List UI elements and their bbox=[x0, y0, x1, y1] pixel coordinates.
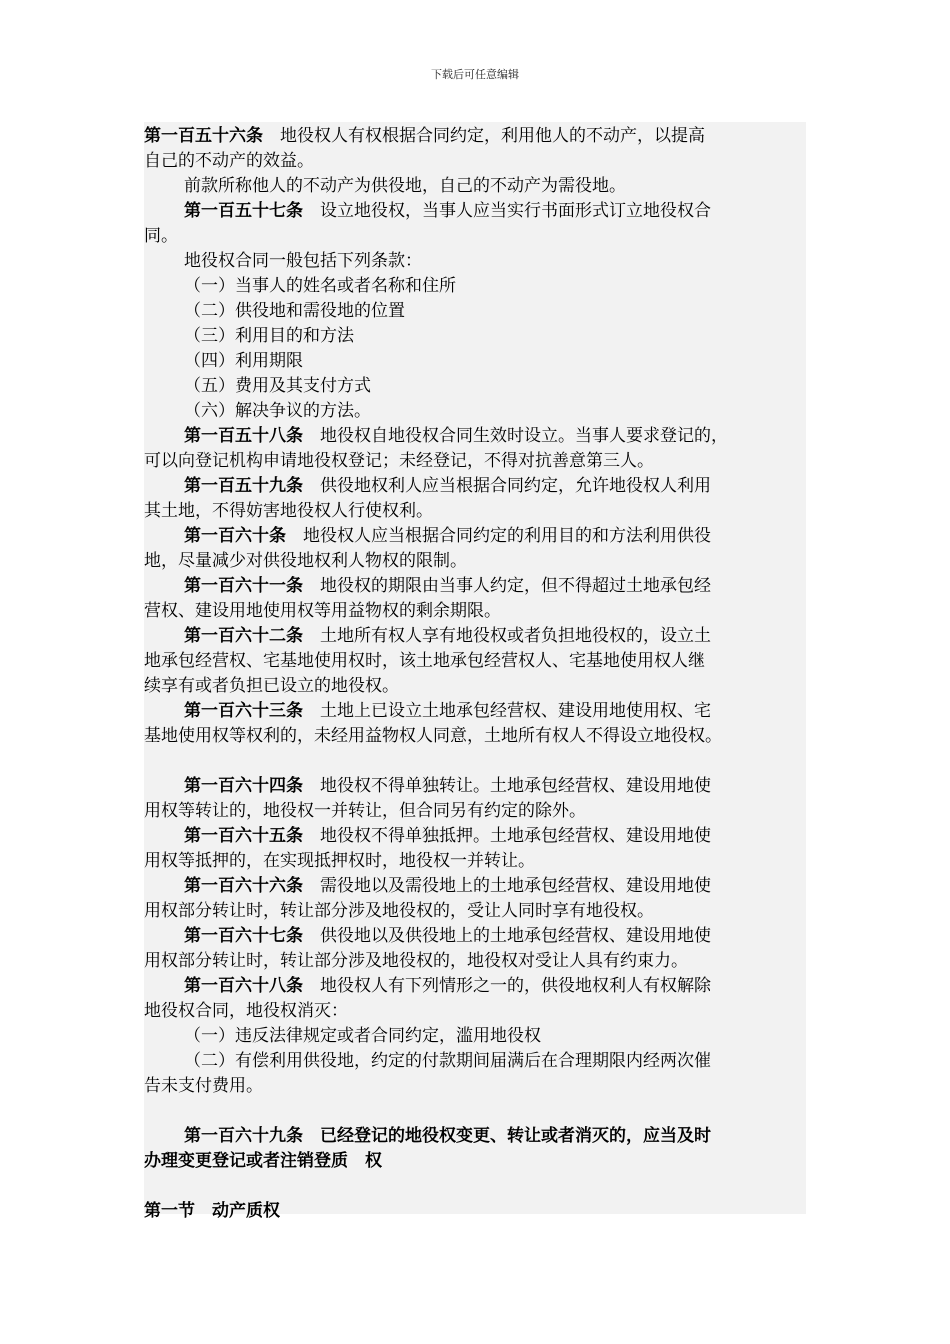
line-text: 同。 bbox=[144, 226, 178, 246]
article-line bbox=[184, 474, 711, 499]
line-text: 用权部分转让时，转让部分涉及地役权的，受让人同时享有地役权。 bbox=[144, 901, 654, 921]
text-line bbox=[184, 399, 371, 424]
text-line bbox=[184, 274, 456, 299]
article-line bbox=[184, 874, 711, 899]
line-text: 第一节 动产质权 bbox=[144, 1201, 280, 1221]
article-number: 第一百六十六条 bbox=[184, 876, 303, 896]
line-text: 土地所有权人享有地役权或者负担地役权的，设立土 bbox=[303, 626, 711, 646]
text-line bbox=[184, 1024, 541, 1049]
article-line bbox=[184, 199, 711, 224]
line-text: 地役权人有下列情形之一的，供役地权利人有权解除 bbox=[303, 976, 711, 996]
line-text: 营权、建设用地使用权等用益物权的剩余期限。 bbox=[144, 601, 501, 621]
line-text: 地役权自地役权合同生效时设立。当事人要求登记的， bbox=[303, 426, 728, 446]
article-number: 第一百六十四条 bbox=[184, 776, 303, 796]
text-line bbox=[144, 549, 467, 574]
line-text: 土地上已设立土地承包经营权、建设用地使用权、宅 bbox=[303, 701, 711, 721]
line-text: 第一百六十九条 已经登记的地役权变更、转让或者消灭的，应当及时 bbox=[184, 1126, 711, 1146]
article-number: 第一百五十六条 bbox=[144, 126, 263, 146]
article-number: 第一百五十八条 bbox=[184, 426, 303, 446]
text-line bbox=[144, 599, 501, 624]
article-number: 第一百六十七条 bbox=[184, 926, 303, 946]
text-line bbox=[144, 224, 178, 249]
document-body bbox=[144, 122, 806, 1221]
line-text: 地役权合同，地役权消灭： bbox=[144, 1001, 348, 1021]
text-line bbox=[184, 1124, 711, 1149]
text-line bbox=[144, 1074, 263, 1099]
article-number: 第一百六十一条 bbox=[184, 576, 303, 596]
line-text: （三）利用目的和方法 bbox=[184, 326, 354, 346]
text-line bbox=[144, 799, 586, 824]
line-text: 自己的不动产的效益。 bbox=[144, 151, 314, 171]
article-line bbox=[184, 574, 711, 599]
line-text: （四）利用期限 bbox=[184, 351, 303, 371]
line-text: 用权等抵押的，在实现抵押权时，地役权一并转让。 bbox=[144, 851, 535, 871]
text-line bbox=[184, 349, 303, 374]
line-text: （一）违反法律规定或者合同约定，滥用地役权 bbox=[184, 1026, 541, 1046]
article-line bbox=[184, 699, 711, 724]
text-line bbox=[144, 849, 535, 874]
page-header: 下载后可任意编辑 bbox=[431, 68, 519, 81]
text-line bbox=[184, 174, 626, 199]
line-text: 供役地权利人应当根据合同约定，允许地役权人利用 bbox=[303, 476, 711, 496]
text-line bbox=[184, 249, 422, 274]
line-text: （二）有偿利用供役地，约定的付款期间届满后在合理期限内经两次催 bbox=[184, 1051, 711, 1071]
text-line bbox=[184, 324, 354, 349]
line-text: 地，尽量减少对供役地权利人物权的限制。 bbox=[144, 551, 467, 571]
line-text: 告未支付费用。 bbox=[144, 1076, 263, 1096]
line-text: （一）当事人的姓名或者名称和住所 bbox=[184, 276, 456, 296]
article-line bbox=[184, 774, 711, 799]
article-number: 第一百六十五条 bbox=[184, 826, 303, 846]
article-number: 第一百六十二条 bbox=[184, 626, 303, 646]
text-line bbox=[184, 1049, 711, 1074]
article-line bbox=[184, 524, 711, 549]
line-text: 需役地以及需役地上的土地承包经营权、建设用地使 bbox=[303, 876, 711, 896]
article-line bbox=[184, 924, 711, 949]
text-line bbox=[144, 499, 433, 524]
line-text: 地承包经营权、宅基地使用权时，该土地承包经营权人、宅基地使用权人继 bbox=[144, 651, 705, 671]
line-text: （六）解决争议的方法。 bbox=[184, 401, 371, 421]
article-line bbox=[184, 824, 711, 849]
line-text: 基地使用权等权利的，未经用益物权人同意，土地所有权人不得设立地役权。 bbox=[144, 726, 722, 746]
line-text: 可以向登记机构申请地役权登记；未经登记，不得对抗善意第三人。 bbox=[144, 451, 654, 471]
text-line bbox=[144, 449, 654, 474]
text-line bbox=[144, 949, 688, 974]
line-text: 地役权不得单独转让。土地承包经营权、建设用地使 bbox=[303, 776, 711, 796]
article-line bbox=[184, 974, 711, 999]
line-text: 办理变更登记或者注销登质 权 bbox=[144, 1151, 382, 1171]
line-text: 其土地，不得妨害地役权人行使权利。 bbox=[144, 501, 433, 521]
article-number: 第一百五十九条 bbox=[184, 476, 303, 496]
line-text: 地役权人应当根据合同约定的利用目的和方法利用供役 bbox=[286, 526, 711, 546]
text-line bbox=[144, 1199, 280, 1224]
text-line bbox=[144, 1149, 382, 1174]
article-line bbox=[184, 424, 728, 449]
text-line bbox=[144, 899, 654, 924]
line-text: 用权等转让的，地役权一并转让，但合同另有约定的除外。 bbox=[144, 801, 586, 821]
line-text: 地役权人有权根据合同约定，利用他人的不动产，以提高 bbox=[263, 126, 705, 146]
text-line bbox=[144, 649, 705, 674]
line-text: 供役地以及供役地上的土地承包经营权、建设用地使 bbox=[303, 926, 711, 946]
text-line bbox=[144, 999, 348, 1024]
article-line bbox=[144, 124, 705, 149]
line-text: （二）供役地和需役地的位置 bbox=[184, 301, 405, 321]
text-line bbox=[184, 374, 371, 399]
text-line bbox=[184, 299, 405, 324]
line-text: 地役权合同一般包括下列条款： bbox=[184, 251, 422, 271]
text-line bbox=[144, 724, 722, 749]
line-text: 地役权不得单独抵押。土地承包经营权、建设用地使 bbox=[303, 826, 711, 846]
line-text: 续享有或者负担已设立的地役权。 bbox=[144, 676, 399, 696]
line-text: 用权部分转让时，转让部分涉及地役权的，地役权对受让人具有约束力。 bbox=[144, 951, 688, 971]
line-text: （五）费用及其支付方式 bbox=[184, 376, 371, 396]
text-line bbox=[144, 674, 399, 699]
line-text: 地役权的期限由当事人约定，但不得超过土地承包经 bbox=[303, 576, 711, 596]
text-line bbox=[144, 149, 314, 174]
article-number: 第一百六十条 bbox=[184, 526, 286, 546]
article-number: 第一百六十三条 bbox=[184, 701, 303, 721]
article-number: 第一百六十八条 bbox=[184, 976, 303, 996]
line-text: 设立地役权，当事人应当实行书面形式订立地役权合 bbox=[303, 201, 711, 221]
article-number: 第一百五十七条 bbox=[184, 201, 303, 221]
article-line bbox=[184, 624, 711, 649]
line-text: 前款所称他人的不动产为供役地，自己的不动产为需役地。 bbox=[184, 176, 626, 196]
